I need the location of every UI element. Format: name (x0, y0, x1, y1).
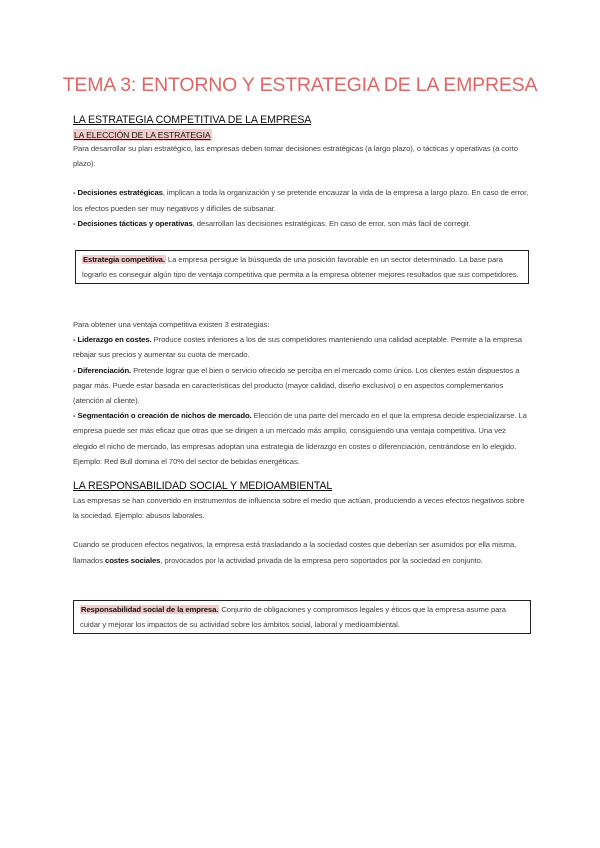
strategies-block (73, 317, 531, 469)
section-heading: LA ESTRATEGIA COMPETITIVA DE LA EMPRESA (73, 114, 312, 126)
decision-item (73, 216, 531, 231)
strategies-intro: Para obtener una ventaja competitiva existen 3 estrategias: (73, 320, 270, 329)
definition-text: Conjunto de obligaciones y compromisos legales y éticos que la empresa asume para cuidar y mejorar los impactos de su actividad sobre los ámbitos social, laboral y medioambiental. (80, 605, 506, 630)
definition-box-estrategia (75, 250, 529, 284)
strategy-term: - Liderazgo en costes. (73, 335, 152, 345)
section-estrategia-competitiva (73, 113, 531, 231)
rsc-paragraph (73, 537, 531, 567)
intro-paragraph: Para desarrollar su plan estratégico, las empresas deben tomar decisiones estratégicas (a largo plazo), o tácticas y operativas (a corto plazo). (73, 144, 518, 169)
strategy-text: Elección de una parte del mercado en el que la empresa decide especializarse. La empresa puede ser más eficaz que otras que se dirigen a un mercado más amplio, consiguiendo una ventaja competitiva. Una vez elegido el nicho de mercado, las empresas adoptan una estrategia de liderazgo en costes o diferenciación, centrándose en lo elegido. Ejemplo: Red Bull domina el 70% del sector de bebidas energéticas. (73, 411, 527, 466)
definition-paragraph (80, 602, 524, 632)
costes-sociales-term: costes sociales (105, 555, 161, 565)
section-responsabilidad-social (73, 479, 531, 568)
decision-text: , implican a toda la organización y se pretende encauzar la vida de la empresa a largo plazo. En caso de error, los efectos pueden ser muy negativos y difíciles de subsanar. (73, 188, 529, 213)
strategy-term: - Diferenciación. (73, 365, 132, 375)
strategy-item (73, 363, 531, 409)
strategy-text: Produce costes inferiores a los de sus competidores manteniendo una calidad aceptable. Permite a la empresa rebajar sus precios y aumentar su cuota de mercado. (73, 335, 522, 360)
decision-item (73, 185, 531, 215)
para-text: Cuando se producen efectos negativos, la empresa está trasladando a la sociedad costes que deberían ser asumidos por ella misma, llamados (73, 540, 517, 565)
decision-text: , desarrollan las decisiones estratégicas. En caso de error, son más fácil de corregir. (192, 218, 471, 228)
rsc-paragraph: Las empresas se han convertido en instrumentos de influencia sobre el medio que actúan, produciendo a veces efectos negativos sobre la sociedad. Ejemplo: abusos laborales. (73, 496, 525, 521)
strategy-item (73, 332, 531, 362)
subheading-row (73, 127, 531, 141)
strategy-term: - Segmentación o creación de nichos de mercado. (73, 411, 252, 421)
strategy-text: Pretende lograr que el bien o servicio ofrecido se perciba en el mercado como único. Los clientes están dispuestos a pagar más. Puede estar basada en características del producto (mayor calidad, diseño exclusivo) o en aspectos complementarios (atención al cliente). (73, 365, 520, 406)
definition-term: Responsabilidad social de la empresa. (81, 605, 219, 614)
definition-paragraph (82, 252, 522, 282)
decision-term: - Decisiones estratégicas (73, 188, 163, 198)
section-heading: LA RESPONSABILIDAD SOCIAL Y MEDIOAMBIENTAL (73, 480, 333, 492)
definition-box-responsabilidad (73, 600, 531, 634)
definition-text: La empresa persigue la búsqueda de una posición favorable en un sector determinado. La base para lograrlo es conseguir algún tipo de ventaja competitiva que permita a la empresa obtener mejores resultados que sus competidores. (82, 255, 519, 280)
decision-term: - Decisiones tácticas y operativas (73, 218, 193, 228)
subsection-heading: LA ELECCIÓN DE LA ESTRATEGIA (74, 130, 211, 140)
para-text: , provocados por la actividad privada de la empresa pero soportados por la sociedad en conjunto. (160, 555, 483, 565)
strategy-item (73, 408, 531, 469)
definition-term: Estrategia competitiva. (83, 255, 165, 264)
page-title: TEMA 3: ENTORNO Y ESTRATEGIA DE LA EMPRESA (62, 74, 538, 96)
